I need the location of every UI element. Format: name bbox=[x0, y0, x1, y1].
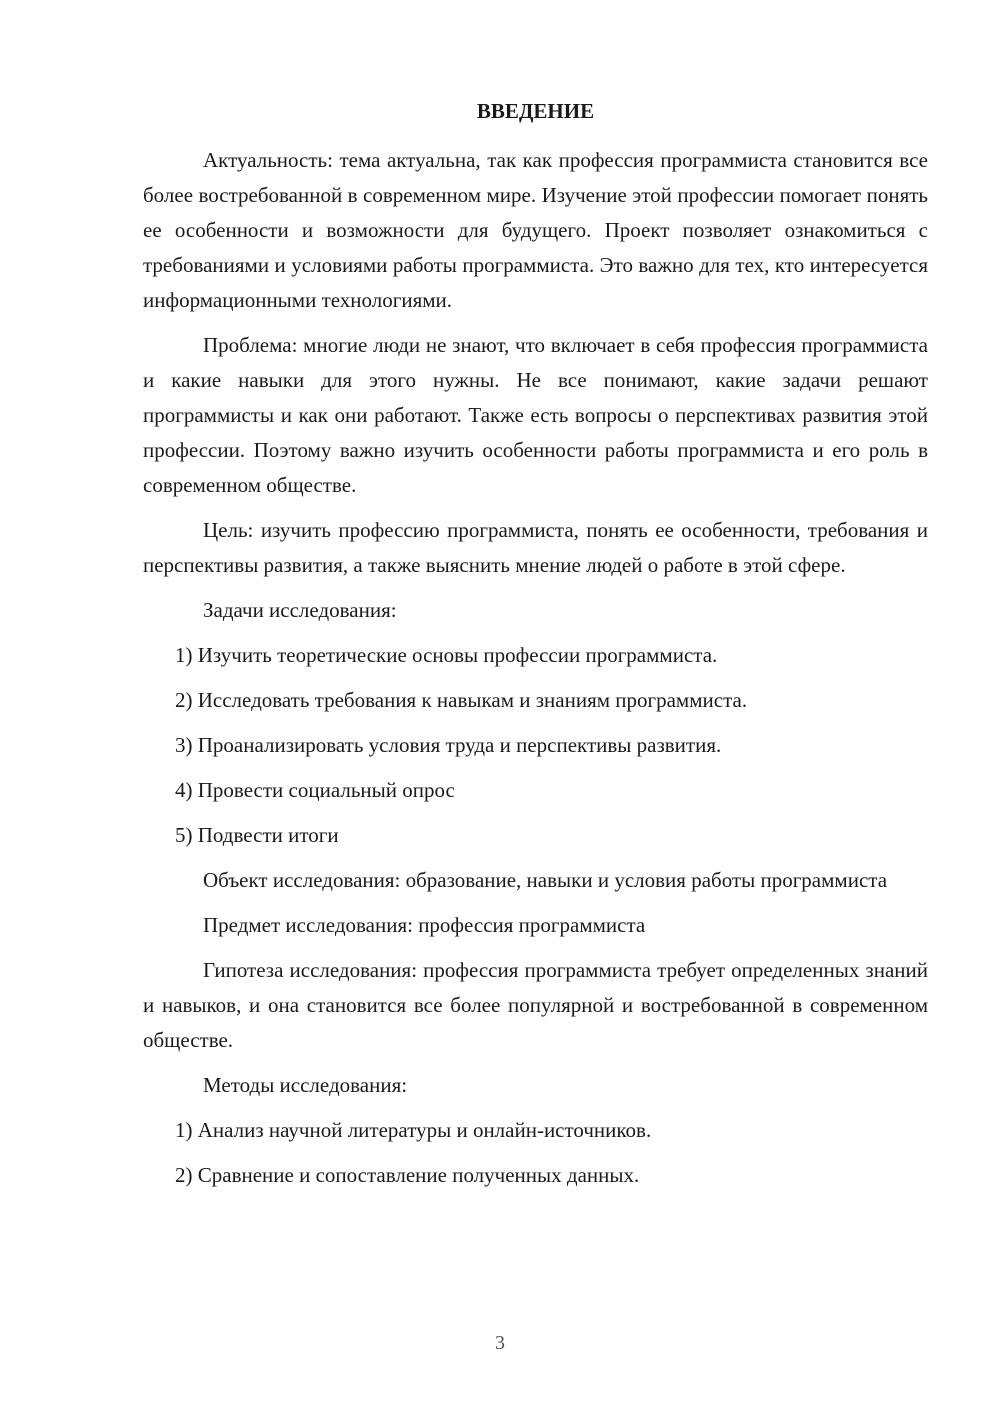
page-number: 3 bbox=[495, 1332, 505, 1354]
section-title: ВВЕДЕНИЕ bbox=[476, 99, 595, 123]
problem-paragraph: Проблема: многие люди не знают, что включает в себя профессия программиста и какие навыки для этого нужны. Не все понимают, какие задачи решают программисты и как они работают. Также есть вопросы о перспективах развития этой профессии. Поэтому важно изучить особенности работы программиста и его роль в современном обществе. bbox=[143, 333, 928, 497]
subject-paragraph: Предмет исследования: профессия программиста bbox=[203, 913, 646, 937]
tasks-heading: Задачи исследования: bbox=[203, 598, 397, 622]
task-item: 3) Проанализировать условия труда и перспективы развития. bbox=[175, 733, 722, 757]
hypothesis-paragraph: Гипотеза исследования: профессия программиста требует определенных знаний и навыков, и она становится все более популярной и востребованной в современном обществе. bbox=[143, 958, 928, 1052]
goal-paragraph: Цель: изучить профессию программиста, понять ее особенности, требования и перспективы развития, а также выяснить мнение людей о работе в этой сфере. bbox=[143, 518, 928, 577]
method-item: 2) Сравнение и сопоставление полученных данных. bbox=[175, 1163, 640, 1187]
actuality-paragraph: Актуальность: тема актуальна, так как профессия программиста становится все более востребованной в современном мире. Изучение этой профессии помогает понять ее особенности и возможности для будущего. Проект позволяет ознакомиться с требованиями и условиями работы программиста. Это важно для тех, кто интересуется информационными технологиями. bbox=[143, 148, 928, 312]
tasks-list bbox=[143, 638, 928, 853]
task-item: 5) Подвести итоги bbox=[175, 823, 339, 847]
task-item: 1) Изучить теоретические основы профессии программиста. bbox=[175, 643, 718, 667]
methods-heading: Методы исследования: bbox=[203, 1073, 408, 1097]
methods-list bbox=[143, 1113, 928, 1193]
method-item: 1) Анализ научной литературы и онлайн-источников. bbox=[175, 1118, 652, 1142]
object-paragraph: Объект исследования: образование, навыки и условия работы программиста bbox=[203, 868, 888, 892]
task-item: 2) Исследовать требования к навыкам и знаниям программиста. bbox=[175, 688, 748, 712]
document-page bbox=[143, 96, 928, 1203]
task-item: 4) Провести социальный опрос bbox=[175, 778, 455, 802]
